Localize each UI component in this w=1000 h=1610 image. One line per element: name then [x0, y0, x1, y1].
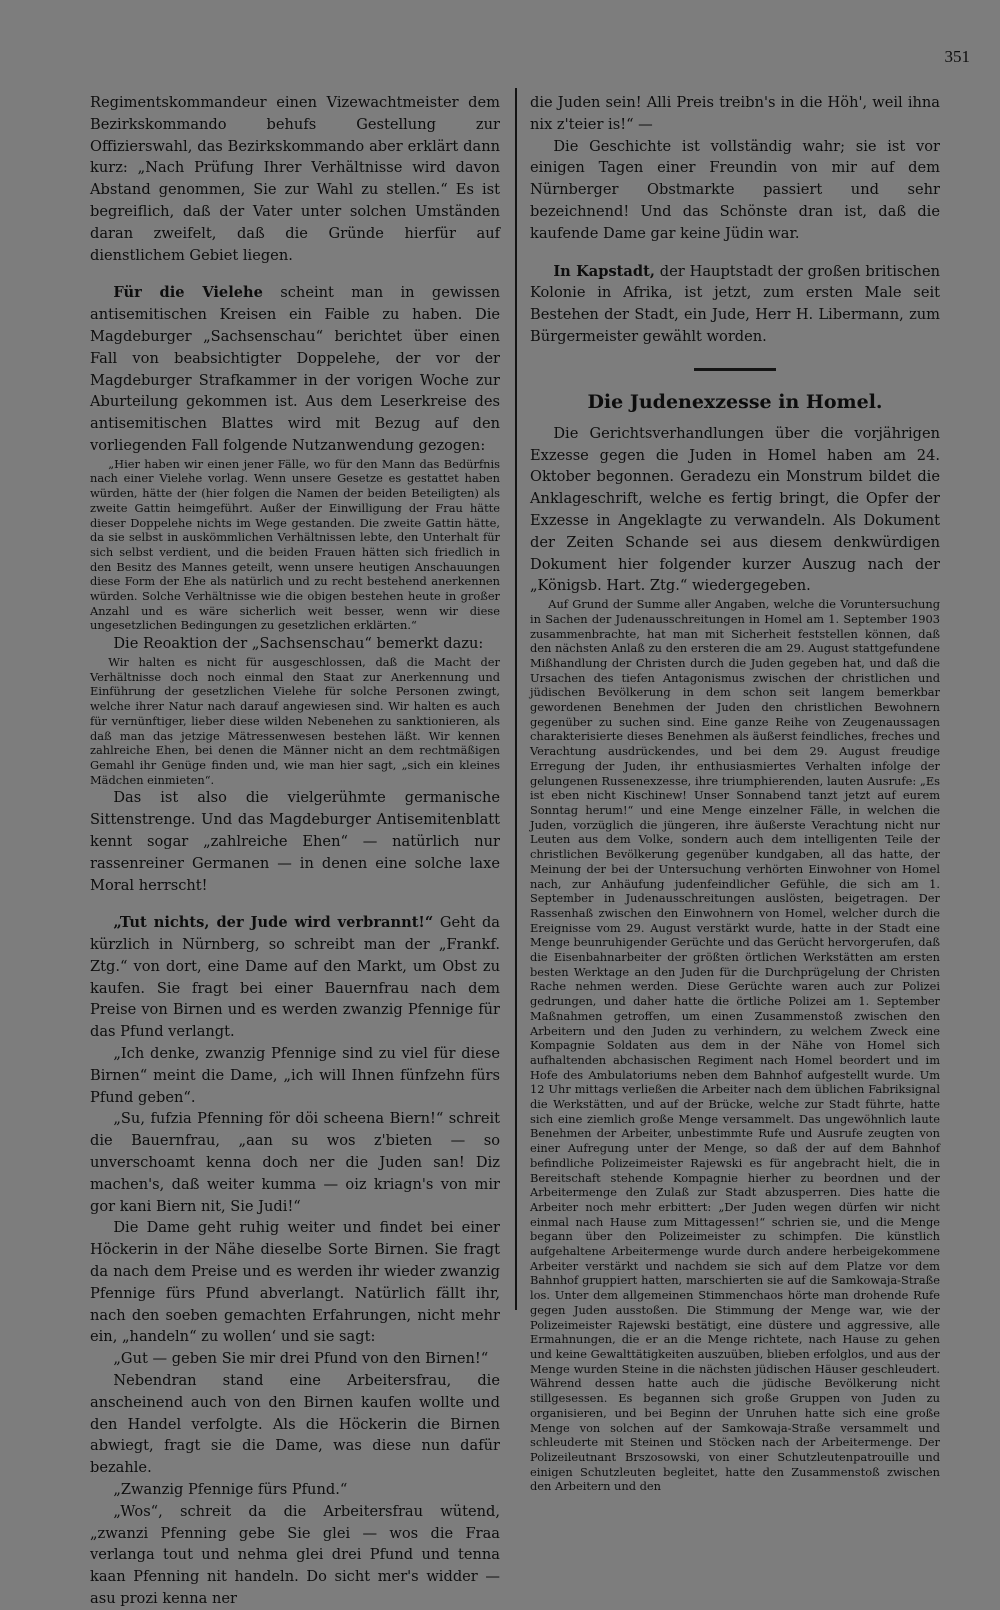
paragraph [90, 912, 500, 1043]
paragraph: Regimentskommandeur einen Vizewachtmeister dem Bezirkskommando behufs Gestellung zur Offizierswahl, das Bezirkskommando aber erklärt dann kurz: „Nach Prüfung Ihrer Verhältnisse wird davon Abstand genommen, Sie zur Wahl zu stellen.“ Es ist begreiflich, daß der Vater unter solchen Umständen daran zweifelt, daß die Gründe hierfür auf dienstlichem Gebiet liegen. [90, 94, 500, 264]
paragraph: „Zwanzig Pfennige fürs Pfund.“ [113, 1481, 348, 1499]
lead-in: In Kapstadt, [553, 262, 655, 280]
paragraph: Die Gerichtsverhandlungen über die vorjährigen Exzesse gegen die Juden in Homel haben am 24. Oktober begonnen. Geradezu ein Monstrum bildet die Anklageschrift, welche es fertig bringt, die Opfer der Exzesse in Angeklagte zu verwandeln. Als Dokument der Zeiten Schande sei aus diesem denkwürdigen Dokument hier folgender kurzer Auszug nach der „Königsb. Hart. Ztg.“ wiedergegeben. [530, 424, 940, 595]
paragraph: Die Reoaktion der „Sachsenschau“ bemerkt dazu: [113, 635, 484, 653]
paragraph: „Su, fufzia Pfenning för döi scheena Biern!“ schreit die Bauernfrau, „aan su wos z'bieten — so unverschoamt kenna doch ner die Juden san! Diz machen's, daß weiter kumma — oiz kriagn's von mir gor kani Biern nit, Sie Judi!“ [90, 1110, 500, 1215]
paragraph [530, 261, 940, 348]
paragraph-text: Geht da kürzlich in Nürnberg, so schreibt man der „Frankf. Ztg.“ von dort, eine Dame auf den Markt, um Obst zu kaufen. Sie fragt bei einer Bauernfrau nach dem Preise von Birnen und es werden zwanzig Pfennige für das Pfund verlangt. [90, 914, 500, 1041]
paragraph: „Ich denke, zwanzig Pfennige sind zu viel für diese Birnen“ meint die Dame, „ich will Ihnen fünfzehn fürs Pfund geben“. [90, 1045, 500, 1106]
paragraph: die Juden sein! Alli Preis treibn's in die Höh', weil ihna nix z'teier is!“ — [530, 94, 940, 133]
section-divider [694, 368, 776, 371]
paragraph-text: scheint man in gewissen antisemitischen Kreisen ein Faible zu haben. Die Magdeburger „Sachsenschau“ berichtet über einen Fall von beabsichtigter Doppelehe, der vor der Magdeburger Strafkammer in der vorigen Woche zur Aburteilung gekommen ist. Aus dem Leserkreise des antisemitischen Blattes wird mit Bezug auf den vorliegenden Fall folgende Nutzanwendung gezogen: [90, 284, 500, 454]
paragraph-text: der Hauptstadt der großen britischen Kolonie in Afrika, ist jetzt, zum ersten Male seit Bestehen der Stadt, ein Jude, Herr H. Libermann, zum Bürgermeister gewählt worden. [530, 262, 940, 345]
paragraph: Nebendran stand eine Arbeitersfrau, die anscheinend auch von den Birnen kaufen wollte und den Handel verfolgte. Als die Höckerin die Birnen abwiegt, fragt sie die Dame, was diese nun dafür bezahle. [90, 1372, 500, 1477]
quote-paragraph: Wir halten es nicht für ausgeschlossen, daß die Macht der Verhältnisse doch noch einmal den Staat zur Anerkennung und Einführung der gesetzlichen Vielehe für solche Personen zwingt, welche ihrer Natur nach darauf angewiesen sind. Wir halten es auch für vernünftiger, lieber diese wilden Nebenehen zu sanktionieren, als daß man das jetzige Mätressenwesen bestehen läßt. Wir kennen zahlreiche Ehen, bei denen die Männer nicht an dem rechtmäßigen Gemahl ihr Genüge finden und, wie man hier sagt, „sich ein kleines Mädchen einmieten“. [90, 654, 500, 787]
section-heading: Die Judenexzesse in Homel. [587, 390, 883, 413]
paragraph: Die Dame geht ruhig weiter und findet bei einer Höckerin in der Nähe dieselbe Sorte Birnen. Sie fragt da nach dem Preise und es werden ihr wieder zwanzig Pfennige fürs Pfund abverlangt. Natürlich fällt ihr, nach den soeben gemachten Erfahrungen, nicht mehr ein, „handeln“ zu wollen‘ und sie sagt: [90, 1219, 500, 1346]
quote-paragraph: Auf Grund der Summe aller Angaben, welche die Voruntersuchung in Sachen der Judenausschreitungen in Homel am 1. September 1903 zusammenbrachte, hat man mit Sicherheit feststellen können, daß den nächsten Anlaß zu den ersteren die am 29. August stattgefundene Mißhandlung der Christen durch die Juden gegeben hat, und daß die Ursachen des tiefen Antagonismus zwischen der christlichen und jüdischen Bevölkerung in dem schon seit langem bemerkbar gewordenen Benehmen der Juden den christlichen Bewohnern gegenüber zu suchen sind. Eine ganze Reihe von Zeugenaussagen charakterisierte dieses Benehmen als äußerst feindliches, freches und Verachtung ausdrückendes, und bei dem 29. August freudige Erregung der Juden, ihr enthusiasmiertes Verhalten infolge der gelungenen Russenexzesse, ihre triumphierenden, lauten Ausrufe: „Es ist eben nicht Kischinew! Unser Sonnabend tanzt jetzt auf eurem Sonntag herum!“ und eine Menge einzelner Fälle, in welchen die Juden, vorzüglich die jüngeren, ihre äußerste Verachtung nicht nur Leuten aus dem Volke, sondern auch dem intelligenten Teile der christlichen Bevölkerung gegenüber kundgaben, all das hatte, der Meinung der bei der Untersuchung verhörten Einwohner von Homel nach, zur Anhäufung judenfeindlicher Gefühle, die sich am 1. September in Judenausschreitungen auslösten, beigetragen. Der Rassenhaß zwischen den Einwohnern von Homel, welcher durch die Ereignisse vom 29. August verstärkt wurde, hatte in der Stadt eine Menge beunruhigender Gerüchte und das Gerücht hervorgerufen, daß die Eisenbahnarbeiter der größten örtlichen Werkstätten am ersten besten Werktage an den Juden für die Durchprügelung der Christen Rache nehmen werden. Diese Gerüchte waren auch zur Polizei gedrungen, und daher hatte die örtliche Polizei am 1. September Maßnahmen getroffen, um einen Zusammenstoß zwischen den Arbeitern und den Juden zu verhindern, zu welchem Zweck eine Kompagnie Soldaten aus dem in der Nähe von Homel sich aufhaltenden abchasischen Regiment nach Homel beordert und im Hofe des Ambulatoriums neben dem Bahnhof aufgestellt wurde. Um 12 Uhr mittags verließen die Arbeiter nach dem üblichen Fabriksignal die Werkstätten, und auf der Brücke, welche zur Stadt führte, hatte sich eine ziemlich große Menge versammelt. Das ungewöhnlich laute Benehmen der Arbeiter, unbestimmte Rufe und Ausrufe zeugten von einer Aufregung unter der Menge, so daß der auf dem Bahnhof befindliche Polizeimeister Rajewski es für angebracht hielt, die in Bereitschaft stehende Kompagnie hierher zu beordnen und der Arbeitermenge den Zulaß zur Stadt abzusperren. Dies hatte die Arbeiter noch mehr erbittert: „Der Juden wegen dürfen wir nicht einmal nach Hause zum Mittagessen!“ schrien sie, und die Menge begann über den Polizeimeister zu schimpfen. Die künstlich aufgehaltene Arbeitermenge wurde durch andere herbeigekommene Arbeiter verstärkt und nachdem sie sich auf dem Platze vor dem Bahnhof gruppiert hatten, marschierten sie auf die Samkowaja-Straße los. Unter dem allgemeinen Stimmenchaos hörte man drohende Rufe gegen Juden ausstoßen. Die Stimmung der Menge war, wie der Polizeimeister Rajewski bestätigt, eine düstere und aggressive, alle Ermahnungen, die er an die Menge richtete, nach Hause zu gehen und keine Gewalttätigkeiten auszuüben, blieben erfolglos, und aus der Menge wurden Steine in die nächsten jüdischen Häuser geschleudert. Während dessen hatte auch die jüdische Bevölkerung nicht stillgesessen. Es begannen sich große Gruppen von Juden zu organisieren, und bei Beginn der Unruhen hatte sich eine große Menge von solchen auf der Samkowaja-Straße versammelt und schleuderte mit Steinen und Stöcken nach der Arbeitermenge. Der Polizeileutnant Brszosowski, von einer Schutzleutenpatrouille und einigen Schutzleuten begleitet, hatte den Zusammenstoß zwischen den Arbeitern und den [530, 597, 940, 1494]
lead-in: Für die Vielehe [113, 284, 263, 302]
right-column [530, 92, 940, 1494]
paragraph: „Gut — geben Sie mir drei Pfund von den Birnen!“ [113, 1350, 489, 1368]
paragraph [90, 282, 500, 456]
quote-paragraph: „Hier haben wir einen jener Fälle, wo für den Mann das Bedürfnis nach einer Vielehe vorlag. Wenn unsere Gesetze es gestattet haben würden, hätte der (hier folgen die Namen der beiden Beteiligten) als zweite Gattin heimgeführt. Außer der Einwilligung der Frau hätte dieser Doppelehe nichts im Wege gestanden. Die zweite Gattin hätte, da sie selbst in auskömmlichen Verhältnissen lebte, den Unterhalt für sich selbst verdient, und die beiden Frauen hätten sich friedlich in den Besitz des Mannes geteilt, wenn unsere heutigen Anschauungen diese Form der Ehe als natürlich und zu recht bestehend anerkennen würden. Solche Verhältnisse wie die obigen bestehen heute in großer Anzahl und es wäre sicherlich weit besser, wenn wir diese ungesetzlichen Bedingungen zu gesetzlichen erklärten.“ [90, 456, 500, 633]
lead-in: „Tut nichts, der Jude wird verbrannt!“ [113, 914, 434, 932]
left-column [90, 92, 500, 1610]
page-number: 351 [944, 47, 970, 66]
column-divider [515, 88, 517, 1310]
paragraph: Die Geschichte ist vollständig wahr; sie ist vor einigen Tagen einer Freundin von mir auf dem Nürnberger Obstmarkte passiert und sehr bezeichnend! Und das Schönste dran ist, daß die kaufende Dame gar keine Jüdin war. [530, 137, 940, 242]
paragraph: Das ist also die vielgerühmte germanische Sittenstrenge. Und das Magdeburger Antisemitenblatt kennt sogar „zahlreiche Ehen“ — natürlich nur rassenreiner Germanen — in denen eine solche laxe Moral herrscht! [90, 789, 500, 894]
paragraph: „Wos“, schreit da die Arbeitersfrau wütend, „zwanzi Pfenning gebe Sie glei — wos die Fraa verlanga tout und nehma glei drei Pfund und tenna kaan Pfenning nit handeln. Do sicht mer's widder — asu prozi kenna ner [90, 1502, 500, 1607]
